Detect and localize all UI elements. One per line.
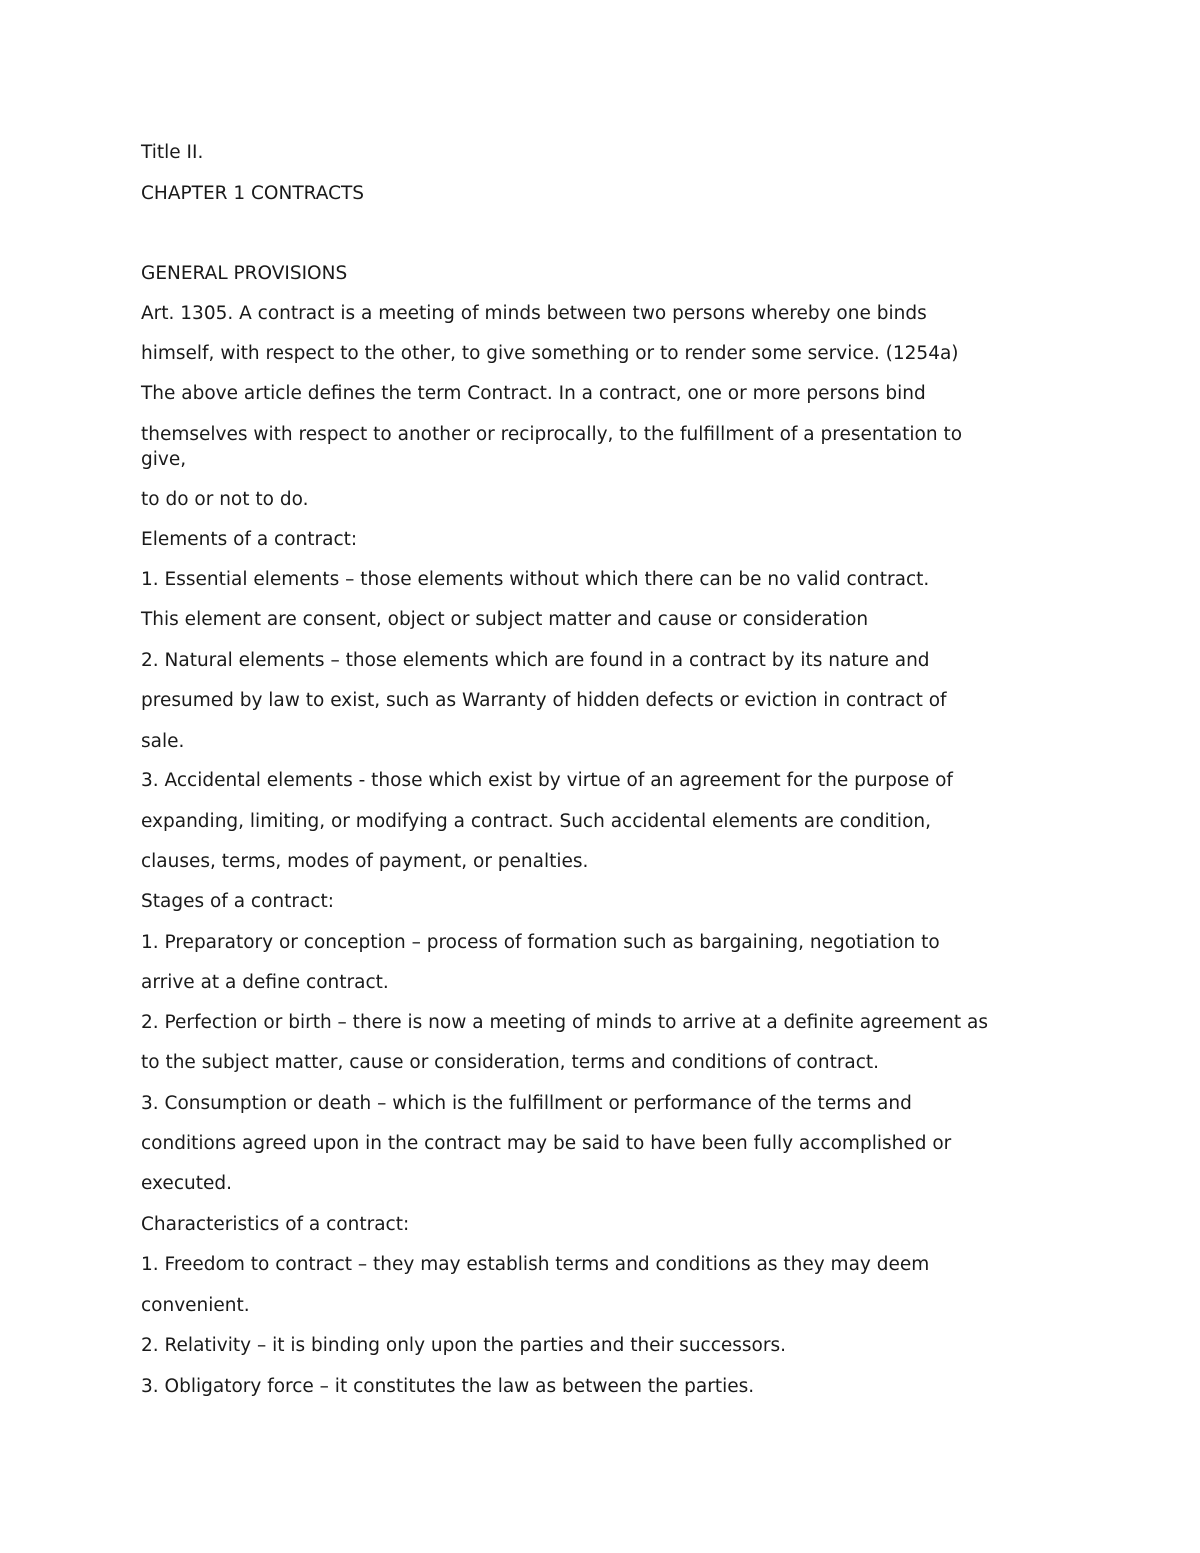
text-line: arrive at a define contract. [141,972,389,993]
text-line: The above article defines the term Contract. In a contract, one or more persons bind [141,383,926,404]
text-line: to the subject matter, cause or consideration, terms and conditions of contract. [141,1052,880,1073]
list-item: 2. Natural elements – those elements which are found in a contract by its nature and [141,650,930,671]
section-heading: GENERAL PROVISIONS [141,263,348,284]
list-item: 2. Relativity – it is binding only upon the parties and their successors. [141,1335,786,1356]
list-item: 3. Consumption or death – which is the fulfillment or performance of the terms and [141,1093,912,1114]
subheading: Stages of a contract: [141,891,334,912]
list-item: 1. Freedom to contract – they may establish terms and conditions as they may deem [141,1254,930,1275]
text-line: Art. 1305. A contract is a meeting of minds between two persons whereby one binds [141,303,927,324]
subheading: Elements of a contract: [141,529,358,550]
text-line: sale. [141,731,185,752]
text-line: give, [141,449,187,470]
title-line: Title II. [141,142,204,163]
list-item: 3. Obligatory force – it constitutes the law as between the parties. [141,1376,755,1397]
text-line: themselves with respect to another or reciprocally, to the fulfillment of a presentation to [141,424,963,445]
list-item: 3. Accidental elements - those which exist by virtue of an agreement for the purpose of [141,770,953,791]
text-line: to do or not to do. [141,489,309,510]
text-line: This element are consent, object or subject matter and cause or consideration [141,609,869,630]
list-item: 1. Preparatory or conception – process of formation such as bargaining, negotiation to [141,932,940,953]
text-line: presumed by law to exist, such as Warranty of hidden defects or eviction in contract of [141,690,947,711]
text-line: executed. [141,1173,232,1194]
list-item: 2. Perfection or birth – there is now a meeting of minds to arrive at a definite agreement as [141,1012,988,1033]
chapter-heading: CHAPTER 1 CONTRACTS [141,183,365,204]
list-item: 1. Essential elements – those elements without which there can be no valid contract. [141,569,930,590]
subheading: Characteristics of a contract: [141,1214,410,1235]
text-line: convenient. [141,1295,250,1316]
text-line: conditions agreed upon in the contract may be said to have been fully accomplished or [141,1133,952,1154]
text-line: expanding, limiting, or modifying a contract. Such accidental elements are condition, [141,811,931,832]
text-line: himself, with respect to the other, to give something or to render some service. (1254a) [141,343,959,364]
text-line: clauses, terms, modes of payment, or penalties. [141,851,589,872]
